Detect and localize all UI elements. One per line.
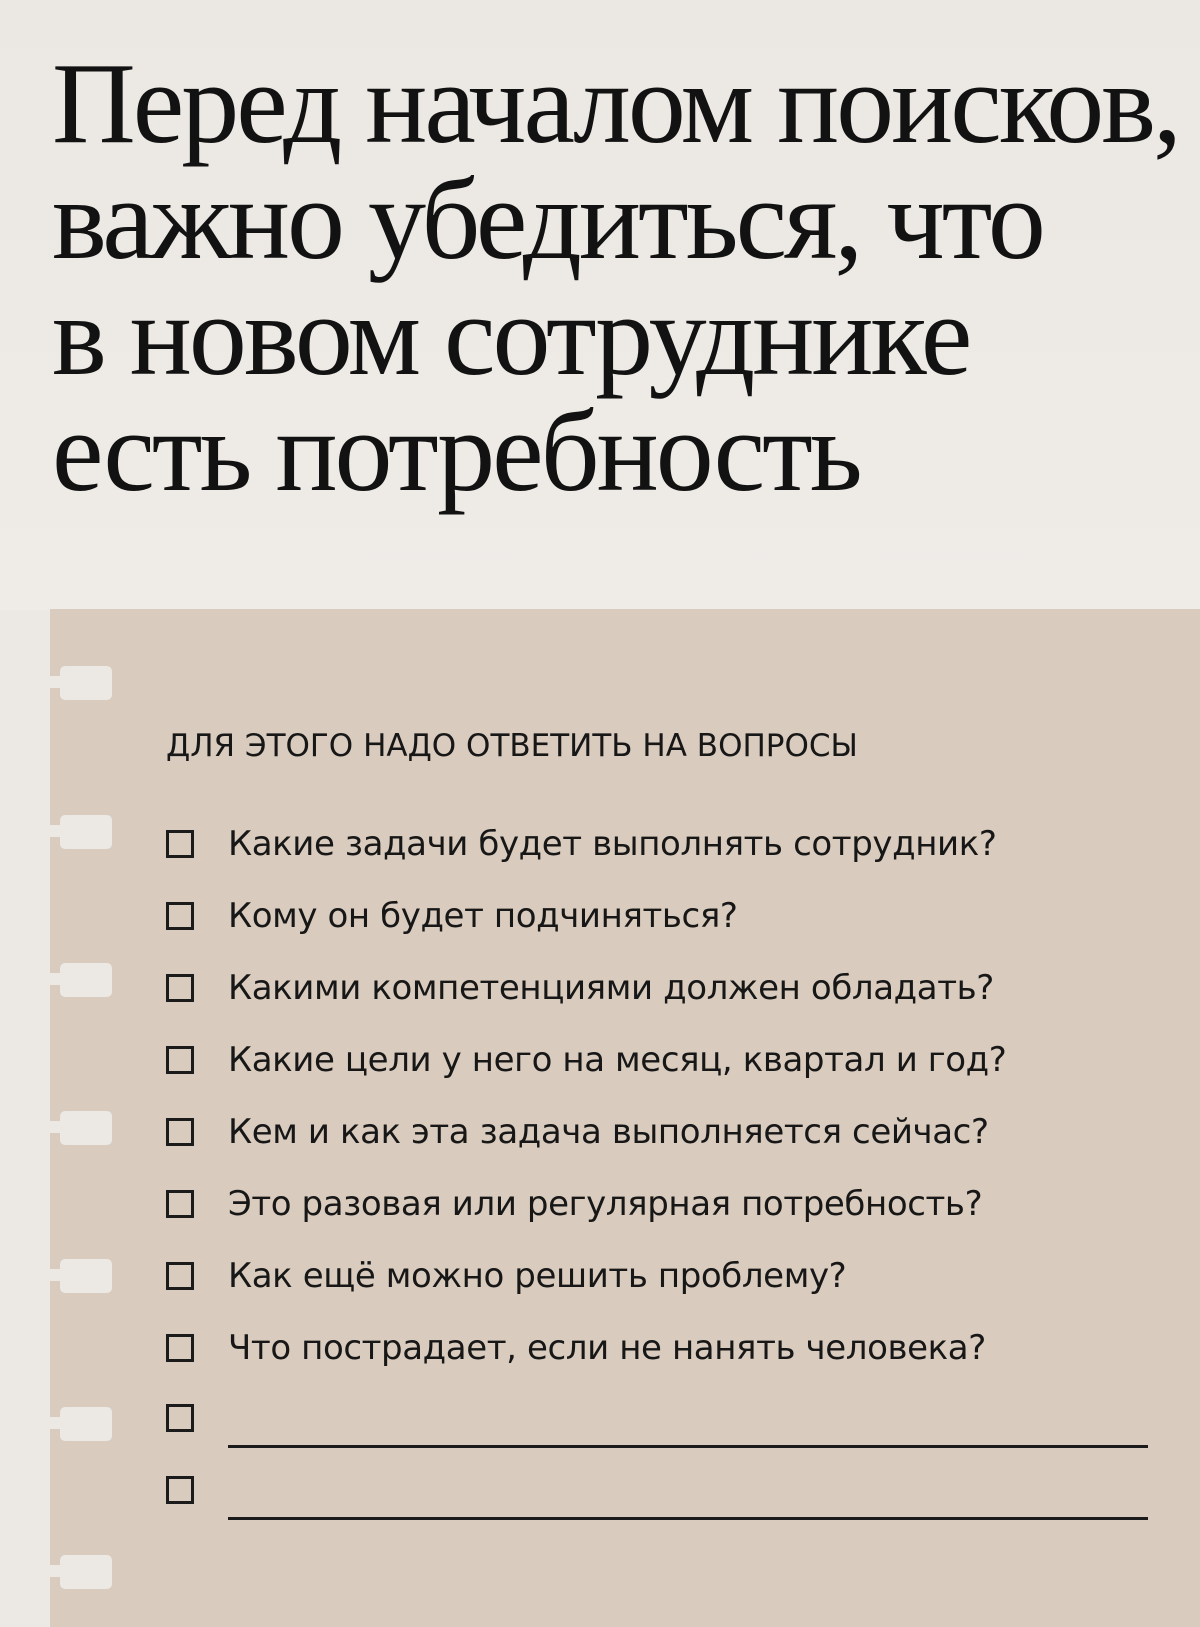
question-label: Какими компетенциями должен обладать? [228, 968, 994, 1008]
title-line: в новом сотруднике [52, 272, 970, 400]
question-label: Какие цели у него на месяц, квартал и год? [228, 1040, 1007, 1080]
checkbox[interactable] [166, 1476, 194, 1504]
question-label: Как ещё можно решить проблему? [228, 1256, 847, 1296]
checkbox[interactable] [166, 1118, 194, 1146]
checkbox[interactable] [166, 1404, 194, 1432]
question-item[interactable] [166, 880, 1006, 952]
question-item[interactable] [166, 1312, 1006, 1384]
title-line: Перед началом поисков, [52, 40, 1179, 168]
question-label: Это разовая или регулярная потребность? [228, 1184, 983, 1224]
question-label: Какие задачи будет выполнять сотрудник? [228, 824, 997, 864]
binder-ring [60, 963, 112, 997]
question-label: Кем и как эта задача выполняется сейчас? [228, 1112, 989, 1152]
answer-line[interactable] [228, 1445, 1148, 1448]
question-label: Кому он будет подчиняться? [228, 896, 738, 936]
binder-ring [60, 815, 112, 849]
question-label: Что пострадает, если не нанять человека? [228, 1328, 986, 1368]
checkbox[interactable] [166, 1046, 194, 1074]
blank-answer-row[interactable] [166, 1404, 1148, 1448]
title-line: важно убедиться, что [52, 156, 1043, 284]
checkbox[interactable] [166, 902, 194, 930]
question-item[interactable] [166, 808, 1006, 880]
question-item[interactable] [166, 1240, 1006, 1312]
answer-line[interactable] [228, 1517, 1148, 1520]
checkbox[interactable] [166, 1262, 194, 1290]
question-item[interactable] [166, 1168, 1006, 1240]
title-line: есть потребность [52, 388, 860, 516]
binder-ring [60, 666, 112, 700]
binder-ring [60, 1259, 112, 1293]
binder-ring [60, 1555, 112, 1589]
page-title [52, 40, 1179, 516]
question-item[interactable] [166, 1024, 1006, 1096]
checkbox[interactable] [166, 830, 194, 858]
checkbox[interactable] [166, 974, 194, 1002]
binder-ring [60, 1407, 112, 1441]
checkbox[interactable] [166, 1190, 194, 1218]
question-item[interactable] [166, 952, 1006, 1024]
questions-heading: ДЛЯ ЭТОГО НАДО ОТВЕТИТЬ НА ВОПРОСЫ [166, 728, 858, 764]
blank-answer-row[interactable] [166, 1476, 1148, 1520]
checkbox[interactable] [166, 1334, 194, 1362]
question-item[interactable] [166, 1096, 1006, 1168]
binder-ring [60, 1111, 112, 1145]
question-checklist [166, 808, 1006, 1384]
